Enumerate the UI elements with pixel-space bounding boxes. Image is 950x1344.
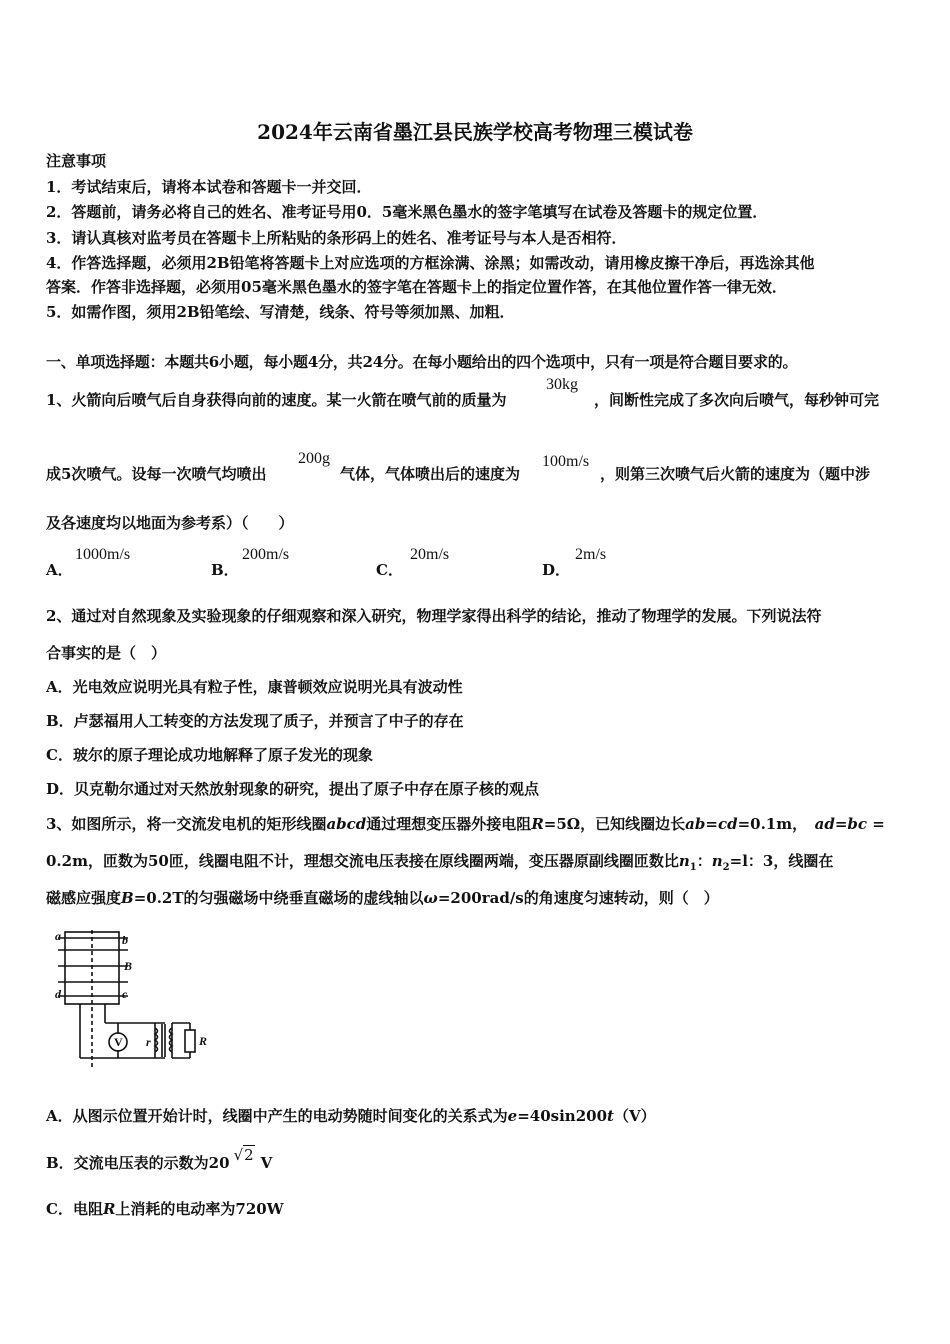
fig-label-R: R [199, 1034, 208, 1048]
notice-item-4: 4．作答选择题，必须用2B铅笔将答题卡上对应选项的方框涂满、涂黑；如需改动，请用橡皮擦干净后，再选涂其他 [46, 254, 815, 272]
q2-line1: 2、通过对自然现象及实验现象的仔细观察和深入研究，物理学家得出科学的结论，推动了物理学的发展。下列说法符 [46, 607, 822, 625]
q1-line3: 及各速度均以地面为参考系）（ ） [46, 514, 294, 532]
q3-opt-a: A．从图示位置开始计时，线圈中产生的电动势随时间变化的关系式为e=40sin200t（V） [46, 1107, 656, 1125]
q1-opt-c-label: C． [376, 561, 403, 579]
q1-opt-c-value: 20m/s [410, 546, 450, 563]
notice-heading: 注意事项 [46, 152, 107, 170]
q1-opt-d-label: D． [542, 561, 571, 579]
q1-opt-d-value: 2m/s [575, 546, 607, 563]
fig-label-d: d [55, 987, 61, 1001]
q1-line2c: ，则第三次喷气后火箭的速度为（题中涉 [600, 465, 871, 483]
q2-opt-a: A．光电效应说明光具有粒子性，康普顿效应说明光具有波动性 [46, 678, 463, 696]
notice-item-1: 1．考试结束后，请将本试卷和答题卡一并交回． [46, 178, 372, 196]
fig-label-r: r [146, 1035, 151, 1049]
q1-opt-b-label: B． [211, 561, 239, 579]
q3-opt-c: C．电阻R上消耗的电动率为720W [46, 1200, 284, 1218]
q1-line1b: ，间断性完成了多次向后喷气，每秒钟可完 [594, 391, 880, 409]
notice-item-4-cont: 答案．作答非选择题，必须用05毫米黑色墨水的签字笔在答题卡上的指定位置作答，在其他位置作答一律无效． [46, 278, 787, 296]
fig-label-c: c [122, 987, 128, 1001]
q2-opt-b: B．卢瑟福用人工转变的方法发现了质子，并预言了中子的存在 [46, 712, 464, 730]
q3-line1: 3、如图所示，将一交流发电机的矩形线圈abcd通过理想变压器外接电阻R=5Ω，已知线圈边长ab=cd=0.1m， ad=bc = [46, 815, 885, 833]
q1-line1a: 1、火箭向后喷气后自身获得向前的速度。某一火箭在喷气前的质量为 [46, 391, 507, 409]
page-title: 2024年云南省墨江县民族学校高考物理三模试卷 [257, 120, 693, 144]
fig-label-B: B [124, 959, 133, 973]
q2-opt-d: D．贝克勒尔通过对天然放射现象的研究，提出了原子中存在原子核的观点 [46, 780, 540, 798]
q1-line2b: 气体，气体喷出后的速度为 [340, 465, 521, 483]
fig-label-a: a [55, 929, 61, 943]
q2-opt-c: C．玻尔的原子理论成功地解释了原子发光的现象 [46, 746, 373, 764]
q1-opt-a-value: 1000m/s [75, 546, 131, 563]
q1-line2a: 成5次喷气。设每一次喷气均喷出 [46, 465, 267, 483]
fig-label-V: V [114, 1035, 123, 1049]
q1-gas-mass: 200g [298, 450, 330, 467]
q2-line2: 合事实的是（ ） [46, 644, 167, 662]
fig-label-b: b [122, 933, 128, 947]
notice-item-3: 3．请认真核对监考员在答题卡上所粘贴的条形码上的姓名、准考证号与本人是否相符． [46, 229, 627, 247]
q1-mass: 30kg [546, 376, 578, 393]
q1-opt-b-value: 200m/s [242, 546, 290, 563]
notice-item-5: 5．如需作图，须用2B铅笔绘、写清楚，线条、符号等须加黑、加粗． [46, 303, 515, 321]
q1-opt-a-label: A． [46, 561, 73, 579]
q3-line2: 0.2m，匝数为50匝，线圈电阻不计，理想交流电压表接在原线圈两端，变压器原副线圈匝数比$n_1$：$n_2=l$：3，线圈在 [46, 852, 834, 873]
generator-circuit-figure [50, 928, 220, 1073]
section-heading: 一、单项选择题：本题共6小题，每小题4分，共24分。在每小题给出的四个选项中，只有一项是符合题目要求的。 [46, 353, 798, 371]
q3-line3: 磁感应强度B=0.2T的匀强磁场中绕垂直磁场的虚线轴以ω=200rad/s的角速度匀速转动，则（ ） [46, 889, 719, 907]
notice-item-2: 2．答题前，请务必将自己的姓名、准考证号用0．5毫米黑色墨水的签字笔填写在试卷及答题卡的规定位置． [46, 203, 768, 221]
q3-opt-b: B．交流电压表的示数为20 √2 V [46, 1146, 273, 1172]
q1-gas-speed: 100m/s [542, 453, 590, 470]
